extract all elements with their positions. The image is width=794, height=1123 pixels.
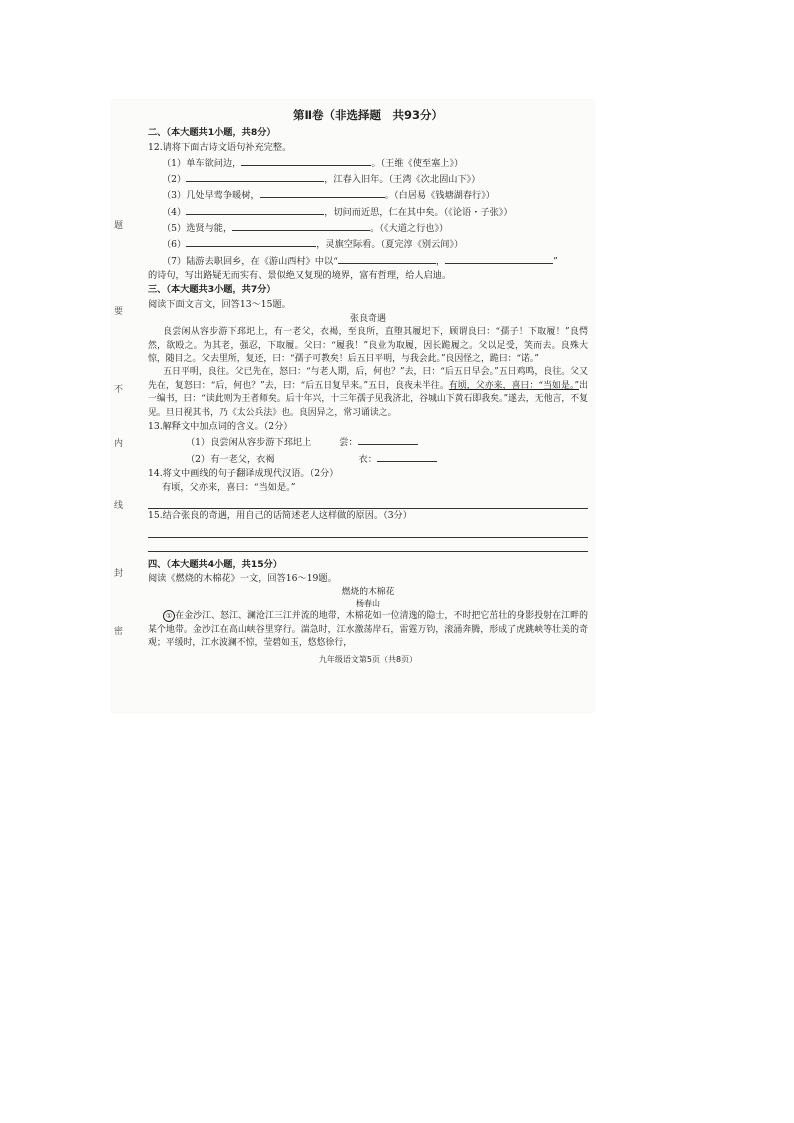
question-13: 13.解释文中加点词的含义。（2分） <box>148 421 293 432</box>
question-12: 12.请将下面古诗文语句补充完整。 <box>148 141 292 153</box>
passage-paragraph: ① 在金沙江、怒江、澜沧江三江并流的地带，木棉花如一位清逸的隐士，不时把它茁壮的身影投射在江畔的某个地带。金沙江在高山峡谷里穿行。湍急时，江水激荡岸石，雷霆万钧，滚涌奔腾，形成了虎跳峡等壮美的奇观；平缓时，江水波澜不惊，莹碧如玉，悠悠徐行， <box>148 611 588 649</box>
passage-paragraph: 五日平明，良往。父已先在，怒曰：“与老人期，后，何也？”去，曰：“后五日早会。”五日鸡鸣，良往。父又先在，复怒曰：“后，何也？”去，曰：“后五日复早来。”五日，良夜未半往。有顷，父亦来，喜曰：“当如是。”出一编书，曰：“读此则为王者师矣。后十年兴，十三年孺子见我济北，谷城山下黄石即我矣。”遂去，无他言，不复见。旦日视其书，乃《太公兵法》也。良因异之，常习诵读之。 <box>148 367 588 418</box>
paper-title: 第Ⅱ卷（非选择题 共93分） <box>292 108 444 122</box>
answer-blank[interactable] <box>338 253 436 264</box>
margin-char: 要 <box>114 307 124 317</box>
margin-char: 内 <box>114 439 124 449</box>
page-footer: 九年级语文第5页（共8页） <box>318 654 418 664</box>
answer-blank[interactable] <box>232 220 370 231</box>
paragraph-number: ① <box>163 610 175 622</box>
passage-paragraph: 良尝闲从容步游下邳圯上，有一老父，衣褐，至良所，直堕其履圯下，顾谓良曰：“孺子！下取履！”良愕然，欲殴之。为其老，强忍，下取履。父曰：“履我！”良业为取履，因长跪履之。父以足受，笑而去。良殊大惊，随目之。父去里所，复还，曰：“孺子可教矣！后五日平明，与我会此。”良因怪之，跪曰：“诺。” <box>148 327 588 364</box>
classical-passage <box>148 326 588 420</box>
q14-sentence: 有顷，父亦来，喜曰：“当如是。” <box>162 482 296 494</box>
fill-item-7: （7）陆游去职回乡，在《游山西村》中以“ ， ” <box>148 253 588 269</box>
margin-char: 密 <box>114 627 124 637</box>
fill-item-2: （2） ，江春入旧年。（王湾《次北固山下》） <box>148 171 588 187</box>
answer-blank[interactable] <box>186 236 316 247</box>
fill-item-3: （3）几处早莺争暖树， 。（白居易《钱塘湖春行》） <box>148 187 588 203</box>
answer-blank[interactable] <box>445 253 553 264</box>
answer-blank[interactable] <box>260 187 385 198</box>
answer-blank[interactable] <box>186 171 324 182</box>
margin-char: 封 <box>114 569 124 579</box>
answer-blank[interactable] <box>358 434 418 445</box>
q13-item-1: （1）良尝闲从容步游下邳圯上 尝： <box>148 434 588 450</box>
fill-item-6: （6） ，灵旗空际看。（夏完淳《别云间》） <box>148 236 588 252</box>
fill-item-7-cont: 的诗句，写出路疑无而实有、景似绝又复现的境界，富有哲理，给人启迪。 <box>148 269 452 281</box>
margin-char: 不 <box>114 385 124 395</box>
answer-blank[interactable] <box>241 155 371 166</box>
section-4-heading: 四、（本大题共4小题，共15分） <box>148 558 283 570</box>
fill-item-4: （4） ，切问而近思，仁在其中矣。（《论语・子张》） <box>148 204 588 220</box>
question-15: 15.结合张良的奇遇，用自己的话简述老人这样做的原因。（3分） <box>148 510 412 522</box>
answer-line[interactable] <box>148 538 588 552</box>
answer-line[interactable] <box>148 524 588 538</box>
passage-title: 张良奇遇 <box>349 313 386 324</box>
section-2-heading: 二、（本大题共1小题，共8分） <box>148 127 276 139</box>
fill-item-5: （5）选贤与能， 。（《大道之行也》） <box>148 220 588 236</box>
article-author: 杨春山 <box>356 599 380 609</box>
underlined-sentence: 有顷，父亦来，喜曰：“当如是。” <box>448 380 580 391</box>
answer-blank[interactable] <box>186 204 324 215</box>
question-14: 14.将文中画线的句子翻译成现代汉语。（2分） <box>148 467 339 479</box>
answer-line[interactable] <box>148 495 588 509</box>
fill-item-1: （1）单车欲问边， 。（王维《使至塞上》） <box>148 155 588 171</box>
section-4-instruction: 阅读《燃烧的木棉花》一文，回答16～19题。 <box>148 573 337 585</box>
answer-blank[interactable] <box>377 451 437 462</box>
binding-margin <box>114 150 128 670</box>
exam-content <box>148 108 588 667</box>
margin-char: 题 <box>114 221 124 231</box>
section-3-instruction: 阅读下面文言文，回答13～15题。 <box>148 298 291 310</box>
article-title: 燃烧的木棉花 <box>341 587 395 598</box>
margin-char: 线 <box>114 501 124 511</box>
q13-item-2: （2）有一老父，衣褐 衣： <box>148 451 588 467</box>
section-3-heading: 三、（本大题共3小题，共7分） <box>148 284 276 296</box>
modern-passage <box>148 610 588 650</box>
